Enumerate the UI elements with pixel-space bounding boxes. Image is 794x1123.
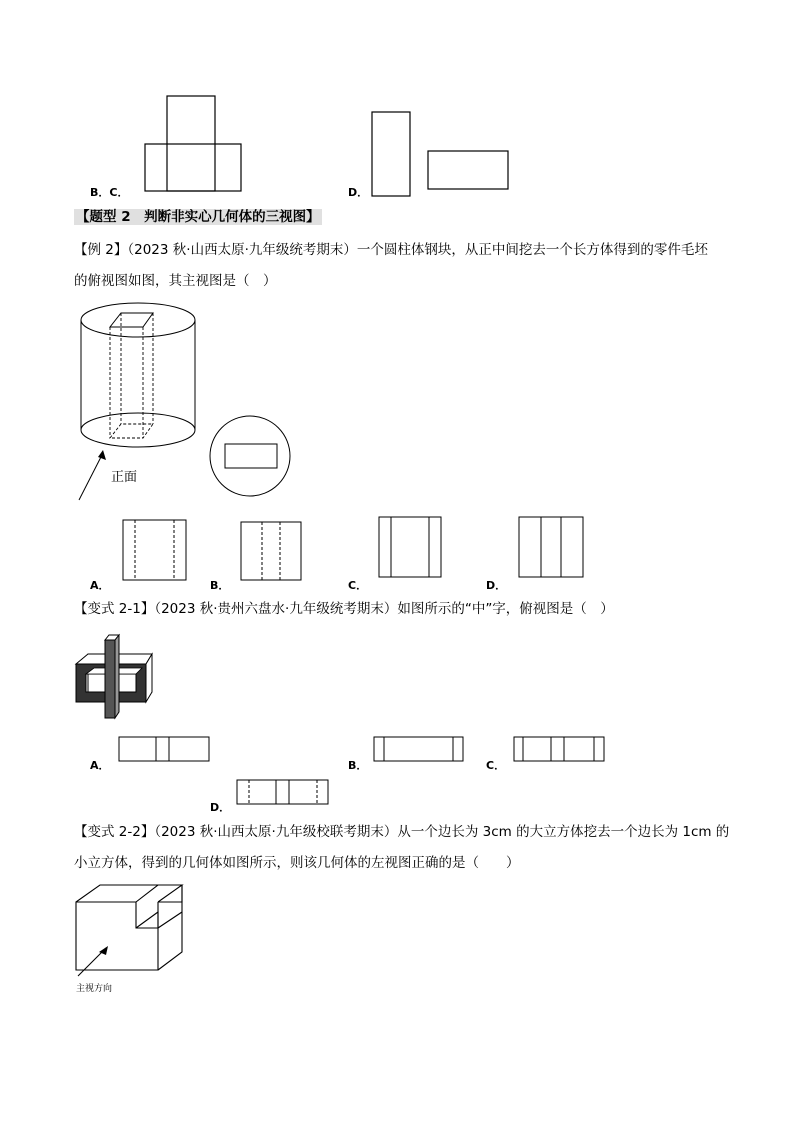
ex2-option-b-label: B． (210, 579, 230, 592)
section-heading: 【题型 2 判断非实心几何体的三视图】 (76, 209, 320, 225)
v21-option-b-label: B． (348, 759, 368, 772)
top-view-figure (205, 412, 295, 502)
front-direction-label: 正面 (111, 470, 138, 485)
variant21-text: 【变式 2-1】（2023 秋·贵州六盘水·九年级统考期末）如图所示的“中”字，俯视图是（ ） (74, 601, 614, 617)
ex2-option-d-figure (514, 512, 586, 582)
v21-option-d-label: D． (210, 801, 231, 814)
v21-option-a-label: A． (90, 759, 110, 772)
ex2-option-a-label: A． (90, 579, 110, 592)
variant22-line1: 【变式 2-2】（2023 秋·山西太原·九年级校联考期末）从一个边长为 3cm 的大立方体挖去一个边长为 1cm 的 (74, 824, 730, 840)
example2-line2: 的俯视图如图，其主视图是（ ） (74, 273, 277, 289)
ex2-option-b-figure (236, 517, 306, 585)
example2-line1: 【例 2】（2023 秋·山西太原·九年级统考期末）一个圆柱体钢块，从正中间挖去一个长方体得到的零件毛坯 (74, 242, 708, 258)
option-bc-label: B．C． (90, 186, 129, 199)
v21-option-c-label: C． (486, 759, 506, 772)
ex2-option-d-label: D． (486, 579, 507, 592)
variant22-line2: 小立方体，得到的几何体如图所示，则该几何体的左视图正确的是（ ） (74, 855, 520, 871)
cylinder-figure (75, 300, 205, 505)
option-d-label: D． (348, 186, 369, 199)
ex2-option-a-figure (118, 515, 190, 585)
ex2-option-c-label: C． (348, 579, 368, 592)
v21-option-d-figure (233, 776, 333, 811)
v21-option-c-figure (510, 733, 610, 768)
option-c-figure (140, 90, 250, 195)
zhong-character-figure (72, 632, 154, 722)
ex2-option-c-figure (374, 512, 446, 582)
v21-option-a-figure (115, 733, 215, 768)
view-direction-label: 主视方向 (76, 984, 113, 994)
option-d-figure (365, 105, 515, 195)
v21-option-b-figure (369, 733, 469, 768)
cube-figure (70, 880, 190, 980)
